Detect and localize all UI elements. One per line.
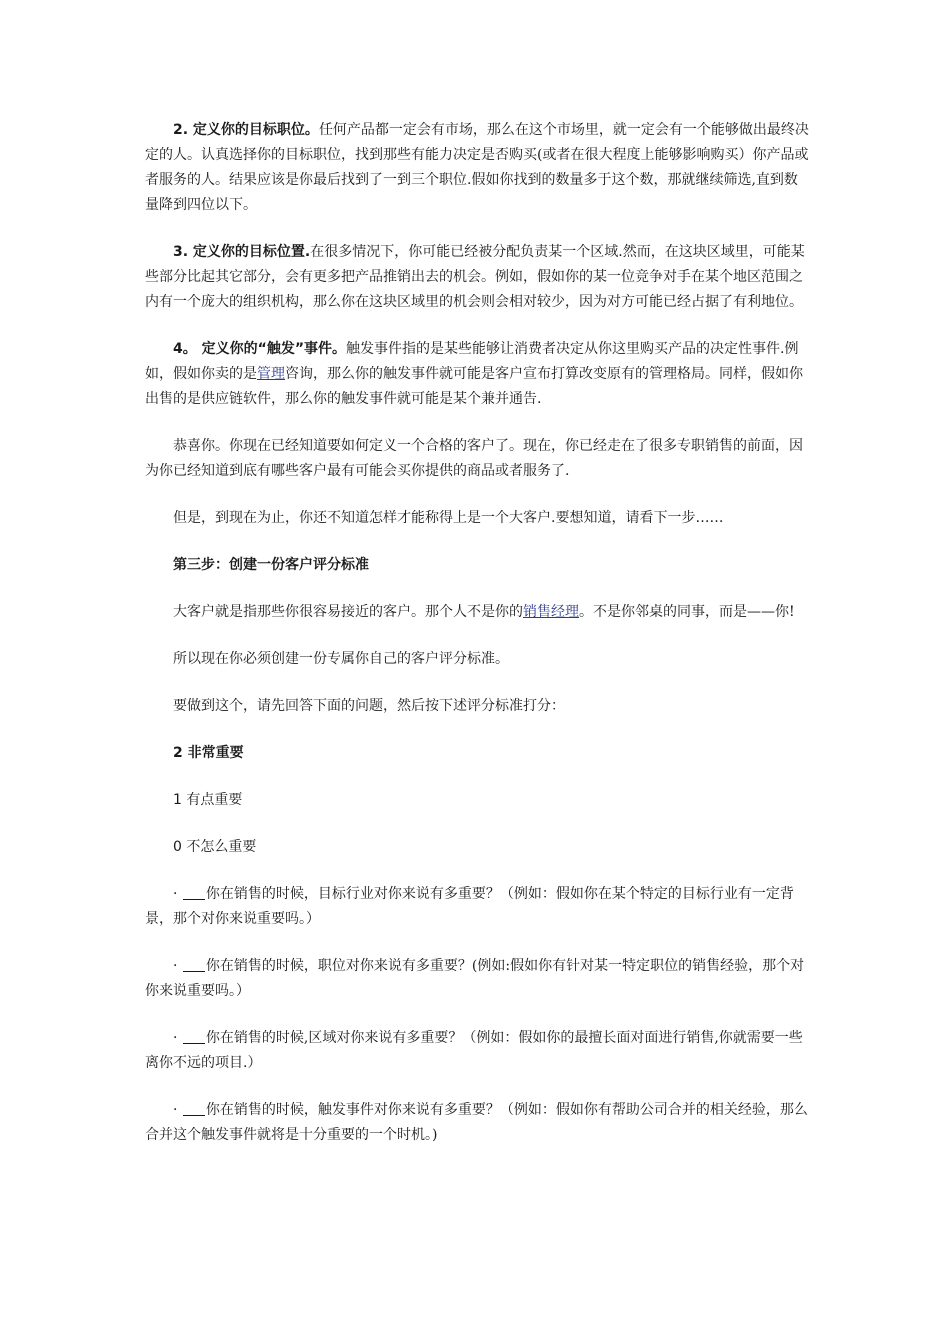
score-blank[interactable] bbox=[183, 1101, 205, 1116]
section-3-body: 在很多情况下，你可能已经被分配负责某一个区域.然而，在这块区域里，可能某些部分比起其它部分，会有更多把产品推销出去的机会。例如，假如你的某一位竞争对手在某个地区范围之内有一个庞大的组织机构，那么你在这块区域里的机会则会相对较少，因为对方可能已经占据了有利地位。 bbox=[145, 244, 805, 310]
section-2-heading: 2. 定义你的目标职位。 bbox=[173, 122, 319, 138]
big-client-text-b: 。不是你邻桌的同事，而是——你! bbox=[579, 604, 795, 620]
management-link[interactable]: 管理 bbox=[257, 366, 285, 382]
score-2-label: 2 非常重要 bbox=[173, 745, 244, 761]
so-now-paragraph: 所以现在你必须创建一份专属你自己的客户评分标准。 bbox=[173, 651, 509, 667]
step3-title: 第三步：创建一份客户评分标准 bbox=[173, 557, 369, 573]
sales-manager-link[interactable]: 销售经理 bbox=[523, 604, 579, 620]
section-4-body-a: 触发事件指的是某些能够让消费者决定从你这里购买产品的决定性事件.例如，假如你卖的是 bbox=[145, 341, 799, 382]
bullet: · bbox=[173, 886, 178, 902]
bullet: · bbox=[173, 1102, 178, 1118]
section-4-heading: 4。 定义你的“触发”事件。 bbox=[173, 341, 347, 357]
score-blank[interactable] bbox=[183, 957, 205, 972]
congrats-paragraph: 恭喜你。你现在已经知道要如何定义一个合格的客户了。现在，你已经走在了很多专职销售的前面，因为你已经知道到底有哪些客户最有可能会买你提供的商品或者服务了. bbox=[145, 438, 803, 479]
question-region bbox=[145, 1026, 810, 1076]
question-position bbox=[145, 954, 810, 1004]
big-client-text-a: 大客户就是指那些你很容易接近的客户。那个人不是你的 bbox=[173, 604, 523, 620]
document-page bbox=[145, 118, 810, 1148]
section-2-body: 任何产品都一定会有市场，那么在这个市场里，就一定会有一个能够做出最终决定的人。认真选择你的目标职位，找到那些有能力决定是否购买(或者在很大程度上能够影响购买）你产品或者服务的人。结果应该是你最后找到了一到三个职位.假如你找到的数量多于这个数，那就继续筛选,直到数量降到四位以下。 bbox=[145, 122, 809, 213]
question-text: 你在销售的时候，触发事件对你来说有多重要？（例如：假如你有帮助公司合并的相关经验，那么合并这个触发事件就将是十分重要的一个时机。) bbox=[145, 1102, 808, 1143]
section-3-paragraph bbox=[145, 240, 810, 315]
bullet: · bbox=[173, 1030, 178, 1046]
big-client-paragraph bbox=[145, 600, 810, 625]
section-3-heading: 3. 定义你的目标位置. bbox=[173, 244, 311, 260]
question-text: 你在销售的时候，目标行业对你来说有多重要？（例如：假如你在某个特定的目标行业有一定背景，那个对你来说重要吗。） bbox=[145, 886, 794, 927]
next-step-paragraph: 但是，到现在为止，你还不知道怎样才能称得上是一个大客户.要想知道，请看下一步…… bbox=[173, 510, 724, 526]
score-0-label: 0 不怎么重要 bbox=[173, 839, 257, 855]
question-industry bbox=[145, 882, 810, 932]
score-1-label: 1 有点重要 bbox=[173, 792, 243, 808]
question-text: 你在销售的时候，职位对你来说有多重要？(例如:假如你有针对某一特定职位的销售经验，那个对你来说重要吗。） bbox=[145, 958, 805, 999]
instructions-paragraph: 要做到这个，请先回答下面的问题，然后按下述评分标准打分： bbox=[173, 698, 565, 714]
question-text: 你在销售的时候,区域对你来说有多重要？（例如：假如你的最擅长面对面进行销售,你就需要一些离你不远的项目.） bbox=[145, 1030, 803, 1071]
section-4-body-b: 咨询，那么你的触发事件就可能是客户宣布打算改变原有的管理格局。同样，假如你出售的是供应链软件，那么你的触发事件就可能是某个兼并通告. bbox=[145, 366, 803, 407]
bullet: · bbox=[173, 958, 178, 974]
section-2-paragraph bbox=[145, 118, 810, 218]
question-trigger bbox=[145, 1098, 810, 1148]
score-blank[interactable] bbox=[183, 885, 205, 900]
section-4-paragraph bbox=[145, 337, 810, 412]
score-blank[interactable] bbox=[183, 1029, 205, 1044]
